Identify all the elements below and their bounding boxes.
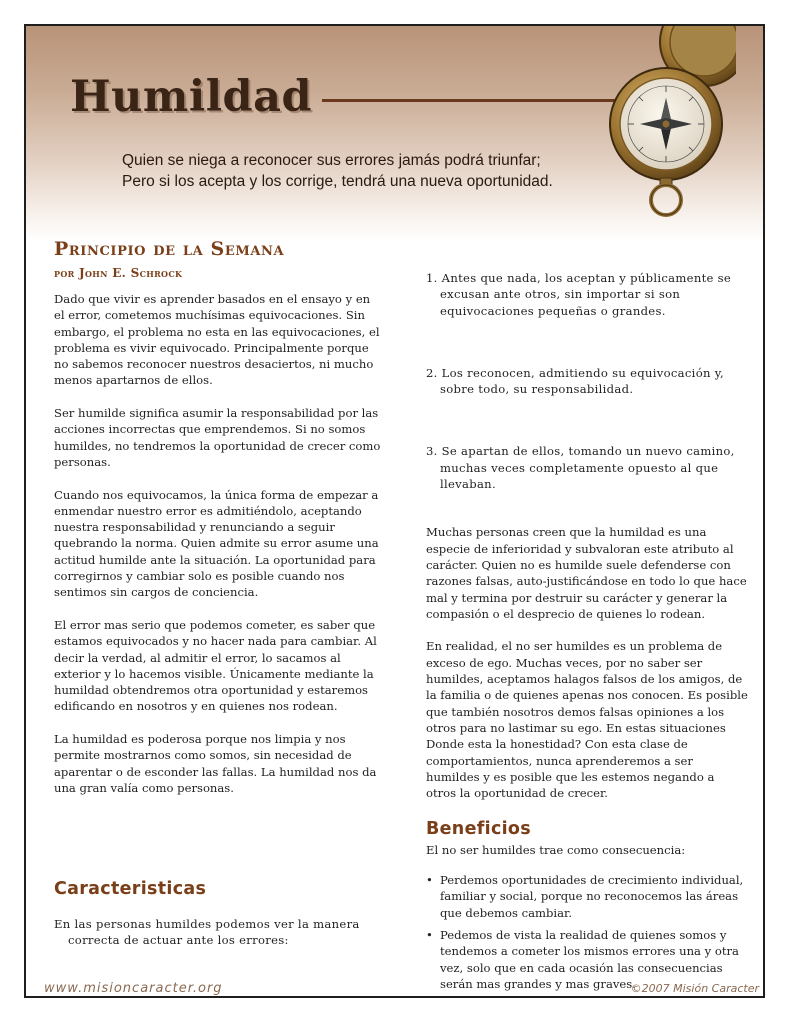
characteristics-heading: Caracteristicas [54,879,207,899]
right-paragraph: En realidad, el no ser humildes es un problema de exceso de ego. Muchas veces, por no saber ser humildes, aceptamos halagos falsos de los amigos, de la familia o de quienes apenas nos conocen. Es posible que también nosotros demos falsas opiniones a los otros para no lastimar su ego. En estas situaciones Donde esta la honestidad? Con esta clase de comportamientos, nunca aprenderemos a ser humildes y es posible que les estemos negando a otros la oportunidad de crecer. [426,639,748,801]
principle-paragraph: Ser humilde significa asumir la responsabilidad por las acciones incorrectas que emprendemos. Si no somos humildes, no tendremos la oportunidad de crecer como personas. [54,406,381,469]
motto-line-2: Pero si los acepta y los corrige, tendrá una nueva oportunidad. [122,173,553,190]
characteristics-intro: En las personas humildes podemos ver la manera correcta de actuar ante los errores: [54,917,360,948]
characteristics-list [426,270,748,492]
principle-paragraph: Dado que vivir es aprender basados en el ensayo y en el error, cometemos muchísimas equivocaciones. Sin embargo, el problema no esta en las equivocaciones, el problema es vivir equivocado. Principalmente porque no sabemos reconocer nuestros desaciertos, ni mucho menos apartarnos de ellos. [54,292,380,388]
right-paragraph: Muchas personas creen que la humildad es una especie de inferioridad y subvaloran este atributo al carácter. Quien no es humilde suele defenderse con razones falsas, auto-justificándose en todo lo que hace mal y termina por destruir su carácter y generar la compasión o el desprecio de quienes lo rodean. [426,525,747,621]
benefits-list [426,872,748,992]
principle-byline: por John E. Schrock [54,266,183,280]
list-item: • Perdemos oportunidades de crecimiento individual, familiar y social, porque no reconocemos las áreas que debemos cambiar. [426,872,748,921]
page-title: Humildad [70,72,313,122]
title-divider [322,99,627,102]
motto-line-1: Quien se niega a reconocer sus errores jamás podrá triunfar; [122,152,541,169]
right-column [426,270,748,998]
benefits-heading: Beneficios [426,819,531,840]
compass-image [586,24,736,217]
list-item: 1. Antes que nada, los aceptan y públicamente se excusan ante otros, sin importar si son equivocaciones pequeñas o grandes. [426,271,732,318]
footer-website-link[interactable]: www.misioncaracter.org [44,981,223,996]
principle-paragraph: El error mas serio que podemos cometer, es saber que estamos equivocados y no hacer nada para cambiar. Al decir la verdad, al admitir el error, lo sacamos al exterior y lo hacemos visible. Únicamente mediante la humildad obtendremos otra oportunidad y estaremos edificando en nosotros y en quienes nos rodean. [54,617,377,714]
list-item: • Pedemos de vista la realidad de quienes somos y tendemos a cometer los mismos errores una y otra vez, solo que en cada ocasión las consecuencias serán mas grandes y mas graves. [426,927,748,992]
benefits-intro: El no ser humildes trae como consecuencia: [426,842,686,857]
left-column [54,291,384,813]
principle-paragraph: La humildad es poderosa porque nos limpia y nos permite mostrarnos como somos, sin necesidad de aparentar o de esconder las fallas. La humildad nos da una gran valía como personas. [54,732,377,795]
page [24,24,765,998]
list-item: 3. Se apartan de ellos, tomando un nuevo camino, muchas veces completamente opuesto al que llevaban. [426,444,735,492]
list-item: 2. Los reconocen, admitiendo su equivocación y, sobre todo, su responsabilidad. [426,365,725,397]
principle-heading: Principio de la Semana [54,238,285,260]
principle-paragraph: Cuando nos equivocamos, la única forma de empezar a enmendar nuestro error es admitiéndolo, aceptando nuestra responsabilidad y renunciando a seguir quebrando la norma. Quien admite su error asume una actitud humilde ante la situación. La oportunidad para corregirnos y cambiar solo es posible cuando nos sentimos sin cargos de conciencia. [54,487,379,600]
footer-copyright: ©2007 Misión Caracter [630,982,759,995]
motto [122,150,553,192]
